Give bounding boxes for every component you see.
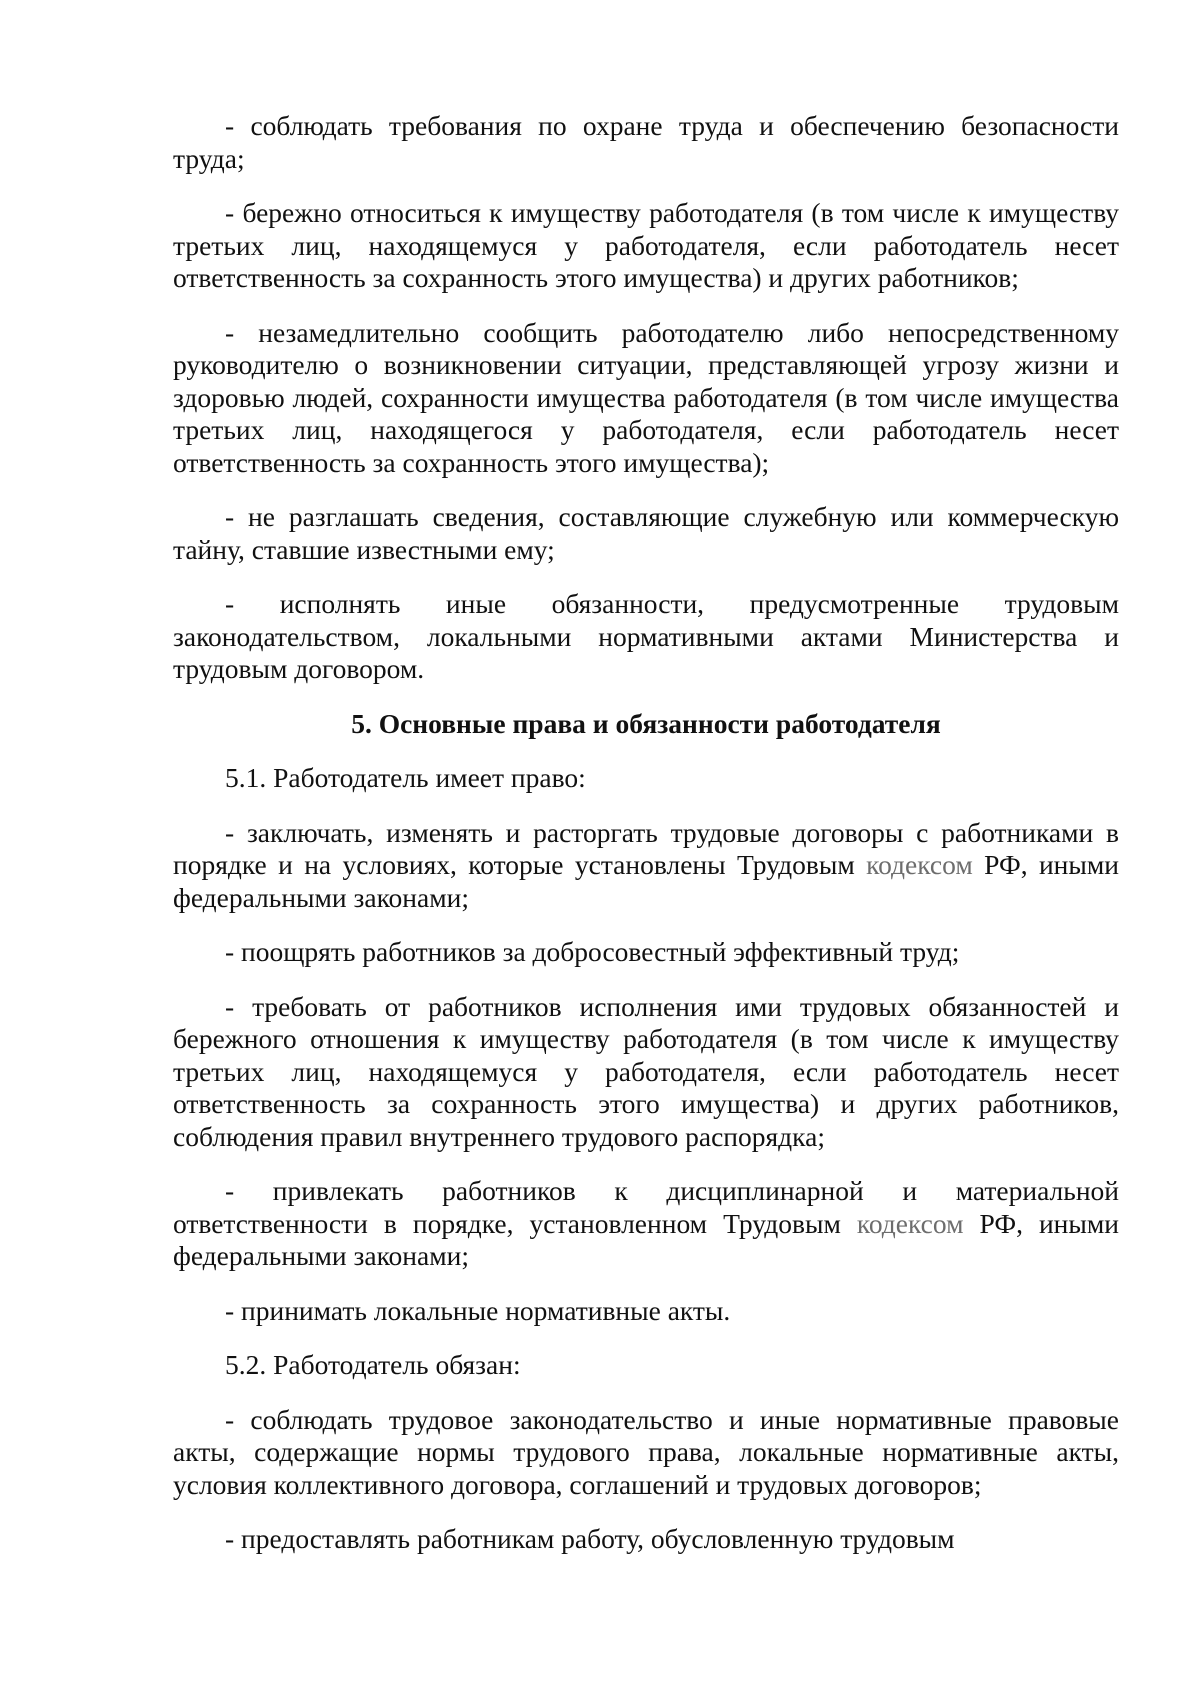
code-reference-link[interactable]: кодексом bbox=[856, 1207, 964, 1239]
paragraph-right-encourage: - поощрять работников за добросовестный эффективный труд; bbox=[225, 936, 960, 967]
paragraph-right-local-acts: - принимать локальные нормативные акты. bbox=[225, 1294, 731, 1326]
paragraph-care-property: - бережно относиться к имуществу работодателя (в том числе к имуществу третьих лиц, находящемуся у работодателя, если работодатель несет ответственность за сохранность этого имущества) и других работников; bbox=[173, 197, 1119, 293]
code-reference-link[interactable]: кодексом bbox=[866, 849, 973, 880]
paragraph-labor-protection: - соблюдать требования по охране труда и обеспечению безопасности труда; bbox=[173, 110, 1119, 174]
paragraph-right-demand: - требовать от работников исполнения ими трудовых обязанностей и бережного отношения к имуществу работодателя (в том числе к имуществу третьих лиц, находящемуся у работодателя, если работодатель несет ответственность за сохранность этого имущества) и других работников, соблюдения правил внутреннего трудового распорядка; bbox=[173, 990, 1119, 1152]
paragraph-other-duties: - исполнять иные обязанности, предусмотренные трудовым законодательством, локальными нормативными актами Министерства и трудовым договором. bbox=[173, 588, 1119, 684]
text-segment: РФ, иными федеральными законами; bbox=[173, 849, 1119, 913]
text-segment: РФ, иными федеральными законами; bbox=[173, 1207, 1119, 1271]
duties-title: 5.2. Работодатель обязан: bbox=[225, 1349, 521, 1380]
paragraph-secrecy: - не разглашать сведения, составляющие служебную или коммерческую тайну, ставшие известными ему; bbox=[173, 501, 1119, 565]
document-page bbox=[173, 110, 1119, 1578]
text-segment: - заключать, изменять и расторгать трудовые договоры с работниками в порядке и на условиях, которые установлены Трудовым bbox=[173, 816, 1119, 880]
paragraph-right-discipline bbox=[173, 1175, 1119, 1273]
text-segment: - привлекать работников к дисциплинарной и материальной ответственности в порядке, установленном Трудовым bbox=[173, 1175, 1119, 1239]
paragraph-duty-provide-work: - предоставлять работникам работу, обусловленную трудовым bbox=[225, 1523, 955, 1554]
paragraph-report-threat: - незамедлительно сообщить работодателю либо непосредственному руководителю о возникновении ситуации, представляющей угрозу жизни и здоровью людей, сохранности имущества работодателя (в том числе имущества третьих лиц, находящегося у работодателя, если работодатель несет ответственность за сохранность этого имущества); bbox=[173, 316, 1119, 478]
section-heading: 5. Основные права и обязанности работодателя bbox=[351, 707, 941, 739]
paragraph-duty-comply: - соблюдать трудовое законодательство и иные нормативные правовые акты, содержащие нормы трудового права, локальные нормативные акты, условия коллективного договора, соглашений и трудовых договоров; bbox=[173, 1403, 1119, 1500]
paragraph-right-contracts bbox=[173, 817, 1119, 915]
rights-title: 5.1. Работодатель имеет право: bbox=[225, 762, 586, 793]
